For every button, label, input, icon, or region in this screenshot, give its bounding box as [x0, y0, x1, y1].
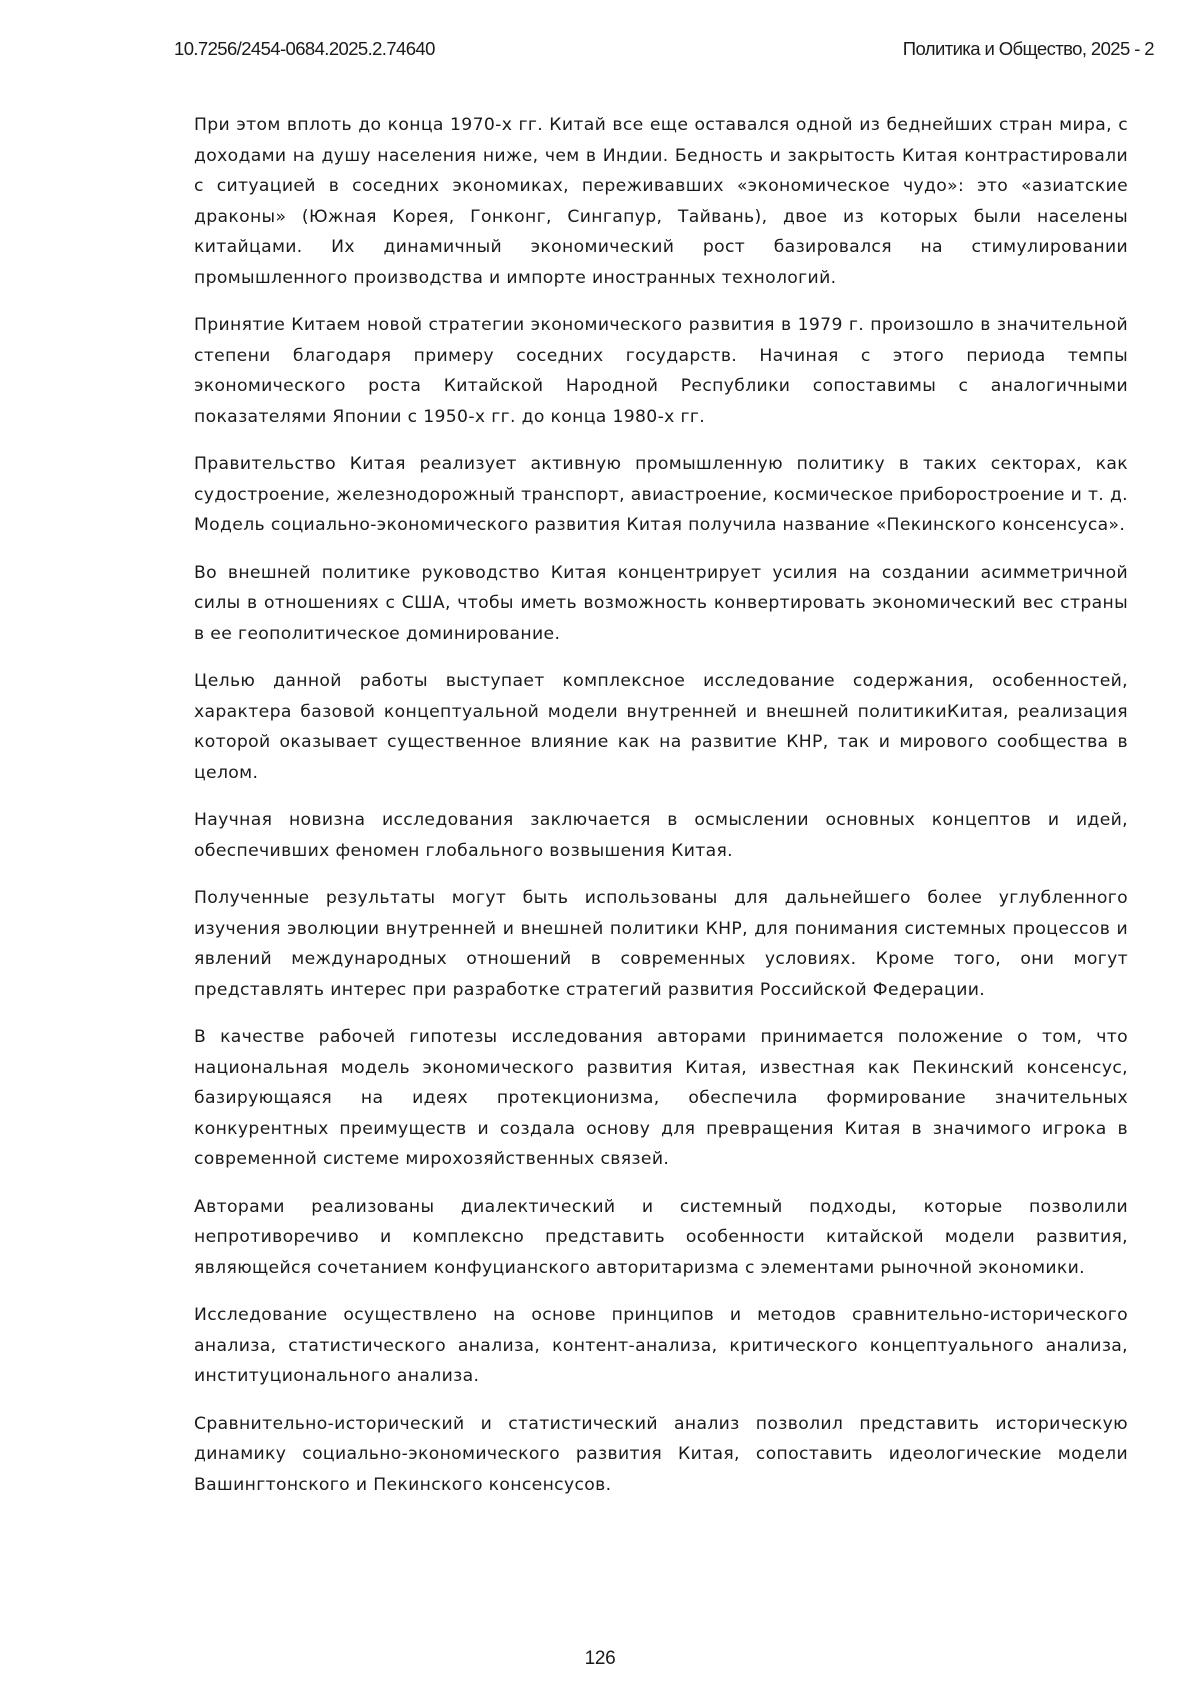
doi-label: 10.7256/2454-0684.2025.2.74640: [174, 38, 435, 59]
running-header: [174, 38, 1154, 62]
paragraph-methods: Исследование осуществлено на основе принципов и методов сравнительно-исторического анализа, статистического анализа, контент-анализа, критического концептуального анализа, институционального анализа.: [194, 1305, 1128, 1386]
paragraph-strategy-1979: Принятие Китаем новой стратегии экономического развития в 1979 г. произошло в значительной степени благодаря примеру соседних государств. Начиная с этого периода темпы экономического роста Китайской Народной Республики сопоставимы с аналогичными показателями Японии с 1950-х гг. до конца 1980-х гг.: [194, 315, 1128, 427]
paragraph-novelty: Научная новизна исследования заключается в осмыслении основных концептов и идей, обеспечивших феномен глобального возвышения Китая.: [194, 810, 1128, 861]
paragraph-foreign-policy: Во внешней политике руководство Китая концентрирует усилия на создании асимметричной силы в отношениях с США, чтобы иметь возможность конвертировать экономический вес страны в ее геополитическое доминирование.: [194, 562, 1128, 644]
journal-issue-label: Политика и Общество, 2025 - 2: [902, 38, 1154, 59]
paragraph-comparative-analysis: Сравнительно-исторический и статистический анализ позволил представить историческую динамику социально-экономического развития Китая, сопоставить идеологические модели Вашингтонского и Пекинского консенсусов.: [194, 1413, 1128, 1495]
paragraph-approaches: Авторами реализованы диалектический и системный подходы, которые позволили непротиворечиво и комплексно представить особенности китайской модели развития, являющейся сочетанием конфуцианского авторитаризма с элементами рыночной экономики.: [194, 1196, 1128, 1278]
paragraph-context: При этом вплоть до конца 1970-х гг. Китай все еще оставался одной из беднейших стран мира, с доходами на душу населения ниже, чем в Индии. Бедность и закрытость Китая контрастировали с ситуацией в соседних экономиках, переживавших «экономическое чудо»: это «азиатские драконы» (Южная Корея, Гонконг, Сингапур, Тайвань), двое из которых были населены китайцами. Их динамичный экономический рост базировался на стимулировании промышленного производства и импорте иностранных технологий.: [194, 115, 1128, 288]
paragraph-results-use: Полученные результаты могут быть использованы для дальнейшего более углубленного изучения эволюции внутренней и внешней политики КНР, для понимания системных процессов и явлений международных отношений в современных условиях. Кроме того, они могут представлять интерес при разработке стратегий развития Российской Федерации.: [194, 888, 1128, 1000]
article-body: [194, 110, 1128, 1517]
paragraph-hypothesis: В качестве рабочей гипотезы исследования авторами принимается положение о том, что национальная модель экономического развития Китая, известная как Пекинский консенсус, базирующаяся на идеях протекционизма, обеспечила формирование значительных конкурентных преимуществ и создала основу для превращения Китая в значимого игрока в современной системе мирохозяйственных связей.: [194, 1027, 1128, 1169]
paragraph-industrial-policy: Правительство Китая реализует активную промышленную политику в таких секторах, как судостроение, железнодорожный транспорт, авиастроение, космическое приборостроение и т. д. Модель социально-экономического развития Китая получила название «Пекинского консенсуса».: [194, 454, 1128, 535]
paragraph-research-goal: Целью данной работы выступает комплексное исследование содержания, особенностей, характера базовой концептуальной модели внутренней и внешней политикиКитая, реализация которой оказывает существенное влияние как на развитие КНР, так и мирового сообщества в целом.: [194, 671, 1128, 783]
page-number: 126: [584, 1648, 616, 1669]
